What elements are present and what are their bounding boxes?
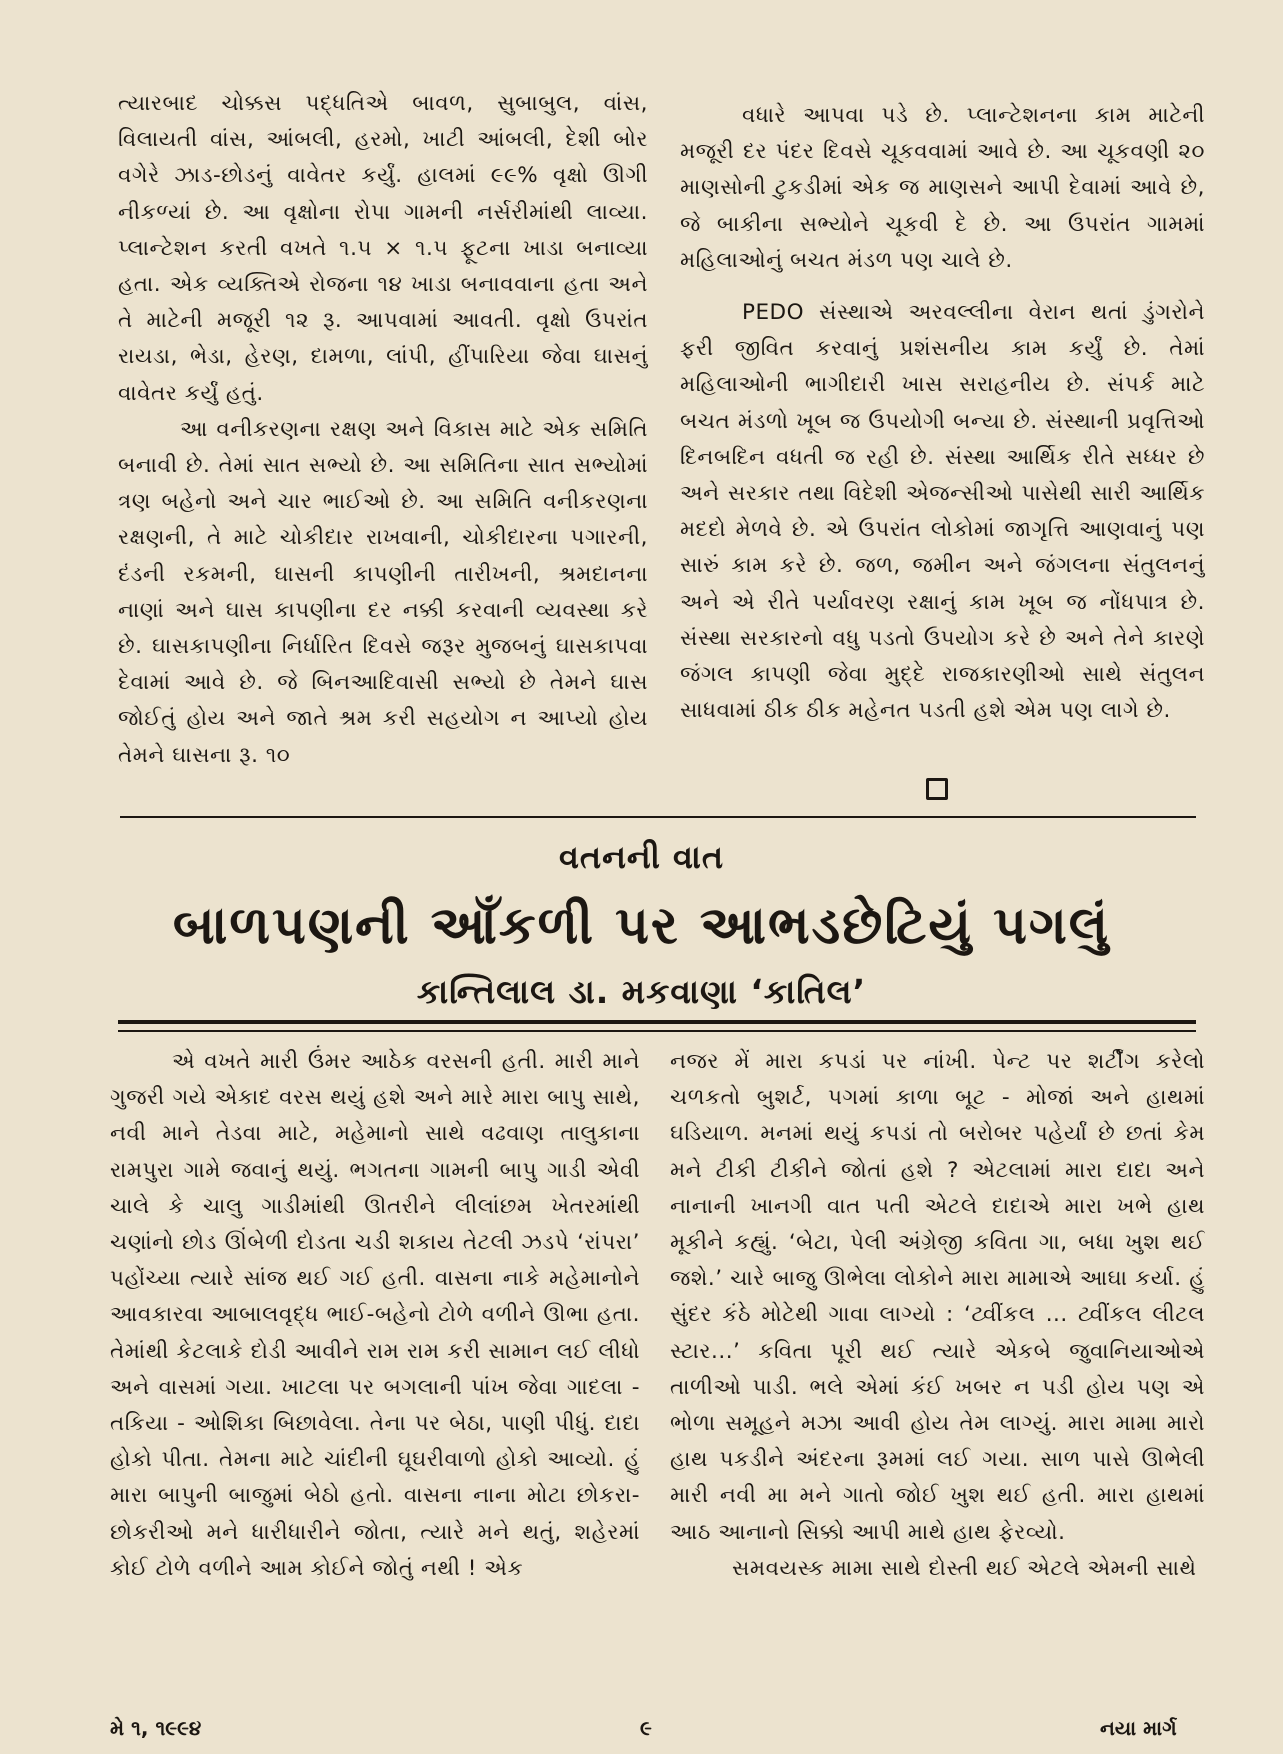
page-number: ૯ [640, 1716, 652, 1740]
series-title: વતનની વાત [558, 838, 725, 876]
paragraph: ત્યારબાદ ચોક્કસ પદ્ધતિએ બાવળ, સુબાબુલ, વાંસ, વિલાયતી વાંસ, આંબલી, હરમો, ખાટી આંબલી, દેશી બોર વગેરે ઝાડ-છોડનું વાવેતર કર્યું. હાલમાં ૯૯% વૃક્ષો ઊગી નીકળ્યાં છે. આ વૃક્ષોના રોપા ગામની નર્સરીમાંથી લાવ્યા. પ્લાન્ટેશન કરતી વખતે ૧.૫ × ૧.૫ ફૂટના ખાડા બનાવ્યા હતા. એક વ્યક્તિએ રોજના ૧૪ ખાડા બનાવવાના હતા અને તે માટેની મજૂરી ૧૨ રૂ. આપવામાં આવતી. વૃક્ષો ઉપરાંત રાયડા, ભેડા, હેરણ, દામળા, લાંપી, હીંપારિયા જેવા ઘાસનું વાવેતર કર્યું હતું. [118, 91, 648, 406]
paragraph: આ વનીકરણના રક્ષણ અને વિકાસ માટે એક સમિતિ બનાવી છે. તેમાં સાત સભ્યો છે. આ સમિતિના સાત સભ્યોમાં ત્રણ બહેનો અને ચાર ભાઈઓ છે. આ સમિતિ વનીકરણના રક્ષણની, તે માટે ચોકીદાર રાખવાની, ચોકીદારના પગારની, દંડની રકમની, ઘાસની કાપણીની તારીખની, શ્રમદાનના નાણાં અને ઘાસ કાપણીના દર નક્કી કરવાની વ્યવસ્થા કરે છે. ઘાસકાપણીના નિર્ધારિત દિવસે જરૂર મુજબનું ઘાસકાપવા દેવામાં આવે છે. જે બિનઆદિવાસી સભ્યો છે તેમને ઘાસ જોઈતું હોય અને જાતે શ્રમ કરી સહયોગ ન આપ્યો હોય તેમને ઘાસના રૂ. ૧૦ [118, 416, 648, 768]
bottom-article-left-column [110, 1044, 640, 1587]
article-author: કાન્તિલાલ ડા. મકવાણા ‘કાતિલ’ [416, 972, 867, 1011]
end-of-article-square-icon [926, 778, 948, 800]
heading-rule-thick [118, 1020, 1196, 1024]
paragraph: નજર મેં મારા કપડાં પર નાંખી. પેન્ટ પર શર્ટીંગ કરેલો ચળકતો બુશર્ટ, પગમાં કાળા બૂટ - મોજાં અને હાથમાં ઘડિયાળ. મનમાં થયું કપડાં તો બરોબર પહેર્યાં છે છતાં કેમ મને ટીકી ટીકીને જોતાં હશે ? એટલામાં મારા દાદા અને નાનાની ખાનગી વાત પતી એટલે દાદાએ મારા ખભે હાથ મૂકીને કહ્યું. ‘બેટા, પેલી અંગ્રેજી કવિતા ગા, બધા ખુશ થઈ જશે.’ ચારે બાજુ ઊભેલા લોકોને મારા મામાએ આઘા કર્યા. હું સુંદર કંઠે મોટેથી ગાવા લાગ્યો : ‘ટ્વીંકલ ... ટ્વીંકલ લીટલ સ્ટાર...’ કવિતા પૂરી થઈ ત્યારે એકબે જુવાનિયાઓએ તાળીઓ પાડી. ભલે એમાં કંઈ ખબર ન પડી હોય પણ એ ભોળા સમૂહને મઝા આવી હોય તેમ લાગ્યું. મારા મામા મારો હાથ પકડીને અંદરના રૂમમાં લઈ ગયા. સાળ પાસે ઊભેલી મારી નવી મા મને ગાતો જોઈ ખુશ થઈ હતી. મારા હાથમાં આઠ આનાનો સિક્કો આપી માથે હાથ ફેરવ્યો. [670, 1049, 1205, 1545]
paragraph: સમવયસ્ક મામા સાથે દોસ્તી થઈ એટલે એમની સાથે [732, 1555, 1197, 1581]
section-divider [120, 816, 1196, 818]
top-article-right-column [680, 98, 1205, 729]
magazine-name: નયા માર્ગ [1100, 1716, 1177, 1740]
heading-rule-thin [118, 1030, 1196, 1032]
bottom-article-right-column [670, 1044, 1205, 1587]
paragraph: વધારે આપવા પડે છે. પ્લાન્ટેશનના કામ માટેની મજૂરી દર પંદર દિવસે ચૂકવવામાં આવે છે. આ ચૂકવણી ૨૦ માણસોની ટુકડીમાં એક જ માણસને આપી દેવામાં આવે છે, જે બાકીના સભ્યોને ચૂકવી દે છે. આ ઉપરાંત ગામમાં મહિલાઓનું બચત મંડળ પણ ચાલે છે. [680, 103, 1205, 273]
paragraph: એ વખતે મારી ઉંમર આઠેક વરસની હતી. મારી માને ગુજરી ગયે એકાદ વરસ થયું હશે અને મારે મારા બાપુ સાથે, નવી માને તેડવા માટે, મહેમાનો સાથે વઢવાણ તાલુકાના રામપુરા ગામે જવાનું થયું. ભગતના ગામની બાપુ ગાડી એવી ચાલે કે ચાલુ ગાડીમાંથી ઊતરીને લીલાંછમ ખેતરમાંથી ચણાંનો છોડ ઊંબેળી દોડતા ચડી શકાય તેટલી ઝડપે ‘રાંપરા’ પહોંચ્યા ત્યારે સાંજ થઈ ગઈ હતી. વાસના નાકે મહેમાનોને આવકારવા આબાલવૃદ્ધ ભાઈ-બહેનો ટોળે વળીને ઊભા હતા. તેમાંથી કેટલાકે દોડી આવીને રામ રામ કરી સામાન લઈ લીધો અને વાસમાં ગયા. ખાટલા પર બગલાની પાંખ જેવા ગાદલા - તકિયા - ઓશિકા બિછાવેલા. તેના પર બેઠા, પાણી પીધું. દાદા હોકો પીતા. તેમના માટે ચાંદીની ઘૂઘરીવાળો હોકો આવ્યો. હું મારા બાપુની બાજુમાં બેઠો હતો. વાસના નાના મોટા છોકરા-છોકરીઓ મને ધારીધારીને જોતા, ત્યારે મને થતું, શહેરમાં કોઈ ટોળે વળીને આમ કોઈને જોતું નથી ! એક [110, 1049, 640, 1581]
top-article-left-column [118, 86, 648, 774]
paragraph: PEDO સંસ્થાએ અરવલ્લીના વેરાન થતાં ડુંગરોને ફરી જીવિત કરવાનું પ્રશંસનીય કામ કર્યું છે. તેમાં મહિલાઓની ભાગીદારી ખાસ સરાહનીય છે. સંપર્ક માટે બચત મંડળો ખૂબ જ ઉપયોગી બન્યા છે. સંસ્થાની પ્રવૃત્તિઓ દિનબદિન વધતી જ રહી છે. સંસ્થા આર્થિક રીતે સધ્ધર છે અને સરકાર તથા વિદેશી એજન્સીઓ પાસેથી સારી આર્થિક મદદો મેળવે છે. એ ઉપરાંત લોકોમાં જાગૃત્તિ આણવાનું પણ સારું કામ કરે છે. જળ, જમીન અને જંગલના સંતુલનનું અને એ રીતે પર્યાવરણ રક્ષાનું કામ ખૂબ જ નોંધપાત્ર છે. સંસ્થા સરકારનો વધુ પડતો ઉપયોગ કરે છે અને તેને કારણે જંગલ કાપણી જેવા મુદ્દે રાજકારણીઓ સાથે સંતુલન સાધવામાં ઠીક ઠીક મહેનત પડતી હશે એમ પણ લાગે છે. [680, 300, 1205, 724]
footer-date: મે ૧, ૧૯૯૪ [110, 1716, 202, 1740]
article-headline: બાળપણની આઁકળી પર આભડછેટિયું પગલું [172, 896, 1111, 956]
